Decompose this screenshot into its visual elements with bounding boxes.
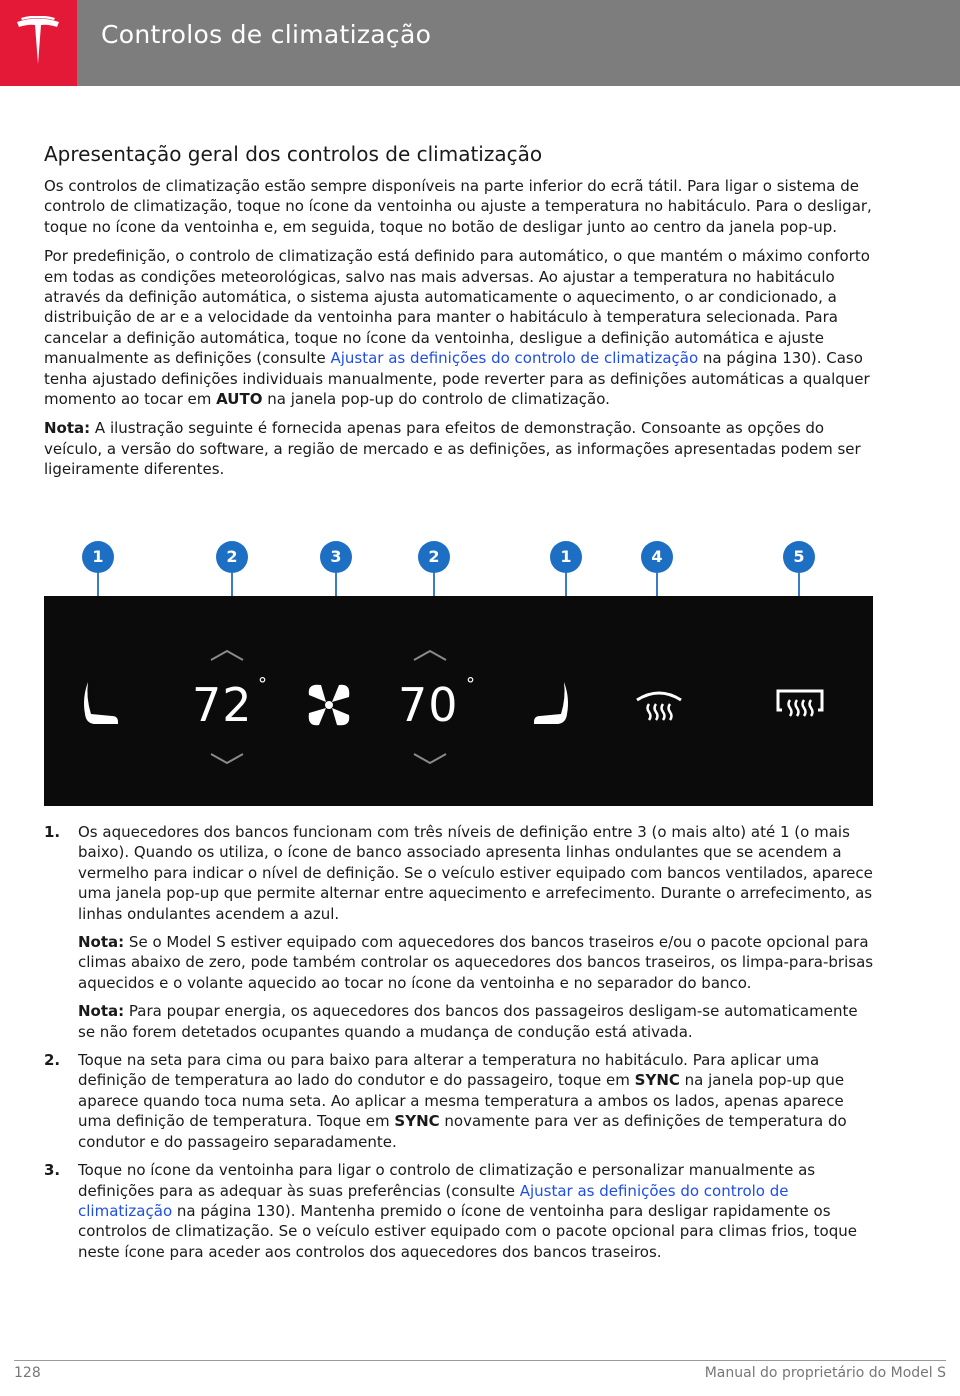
list-item — [44, 1160, 874, 1262]
text: na janela pop-up que aparece quando toca numa seta. Ao aplicar a mesma temperatura a ambos os lados, apenas aparece uma definição de temperatura. Toque em — [78, 1071, 845, 1131]
tesla-logo-icon — [15, 16, 61, 68]
passenger-temp-up-chevron-icon[interactable] — [410, 648, 450, 662]
text: Por predefinição, o controlo de climatização está definido para automático, o que mantém o máximo conforto em todas as condições meteorológicas, salvo nas mais adversas. Ao ajustar a temperatura no habitáculo através da definição automática, o sistema ajusta automaticamente o aquecimento, o ar condicionado, a distribuição de ar e a velocidade da ventoinha para manter o habitáculo à temperatura selecionada. Para cancelar a definição automática, toque no ícone da ventoinha, desligue a definição automática e ajuste manualmente as definições (consulte — [44, 247, 870, 368]
callout-number: 5 — [783, 541, 815, 573]
callout-descriptions — [44, 822, 874, 1270]
item-text — [78, 1050, 874, 1152]
rear-defrost-icon[interactable] — [774, 688, 826, 724]
callout-number: 2 — [216, 541, 248, 573]
item-note — [78, 1001, 874, 1042]
driver-temp-down-chevron-icon[interactable] — [207, 752, 247, 766]
passenger-degree: ° — [466, 674, 475, 695]
item-number: 2. — [44, 1051, 61, 1070]
climate-settings-link[interactable]: Ajustar as definições do controlo de climatização — [330, 349, 699, 368]
callout-marker — [641, 538, 673, 596]
list-item — [44, 1050, 874, 1152]
section-content — [44, 142, 874, 489]
driver-seat-heater-icon[interactable] — [82, 678, 122, 730]
callout-marker — [216, 538, 248, 596]
text: na página 130). Mantenha premido o ícone de ventoinha para desligar rapidamente os controlos de climatização. Se o veículo estiver equipado com o pacote opcional para climas frios, toque neste ícone para aceder aos controlos dos aquecedores dos bancos traseiros. — [78, 1201, 857, 1261]
page-number: 128 — [14, 1365, 41, 1381]
callout-marker — [783, 538, 815, 596]
item-number: 3. — [44, 1161, 61, 1180]
callout-marker — [320, 538, 352, 596]
callout-number: 3 — [320, 541, 352, 573]
callout-number: 4 — [641, 541, 673, 573]
climate-bar — [44, 596, 873, 806]
callout-number: 2 — [418, 541, 450, 573]
driver-temperature: 72 — [192, 678, 253, 732]
footer-divider — [14, 1360, 946, 1361]
callout-marker — [418, 538, 450, 596]
callout-marker — [82, 538, 114, 596]
note-label: Nota: — [78, 1002, 125, 1021]
passenger-temperature: 70 — [398, 678, 459, 732]
page-header — [0, 0, 960, 86]
text: na página 130). Caso tenha ajustado definições individuais manualmente, pode reverter para as definições automáticas a qualquer momento ao tocar em — [44, 349, 870, 409]
driver-degree: ° — [258, 674, 267, 695]
paragraph-intro: Os controlos de climatização estão sempre disponíveis na parte inferior do ecrã tátil. Para ligar o sistema de controlo de climatização, toque no ícone da ventoinha ou ajuste a temperatura no habitáculo. Para o desligar, toque no ícone da ventoinha e, em seguida, toque no botão de desligar junto ao centro da janela pop-up. — [44, 177, 872, 236]
item-number: 1. — [44, 823, 61, 841]
item-text: Os aquecedores dos bancos funcionam com três níveis de definição entre 3 (o mais alto) até 1 (o mais baixo). Quando os utiliza, o ícone de banco associado apresenta linhas ondulantes que se acendem a vermelho para indicar o nível de definição. Se o veículo estiver equipado com bancos ventilados, aparece uma janela pop-up que permite alternar entre aquecimento e arrefecimento. Durante o arrefecimento, as linhas ondulantes acendem a azul. — [78, 823, 873, 923]
callout-number: 1 — [82, 541, 114, 573]
item-text — [78, 1160, 874, 1262]
fan-icon[interactable] — [306, 682, 352, 728]
text: Toque na seta para cima ou para baixo para alterar a temperatura no habitáculo. Para aplicar uma definição de temperatura ao lado do condutor e do passageiro, toque em — [78, 1051, 820, 1090]
passenger-temp-down-chevron-icon[interactable] — [410, 752, 450, 766]
paragraph-auto — [44, 246, 874, 409]
list-item — [44, 822, 874, 1042]
driver-temp-up-chevron-icon[interactable] — [207, 648, 247, 662]
section-title: Apresentação geral dos controlos de climatização — [44, 142, 543, 166]
paragraph-note — [44, 418, 874, 479]
manual-title: Manual do proprietário do Model S — [704, 1365, 946, 1381]
note-text: Para poupar energia, os aquecedores dos bancos dos passageiros desligam-se automaticamente se não forem detetados ocupantes quando a mudança de condução está ativada. — [78, 1002, 858, 1041]
auto-label: AUTO — [216, 390, 263, 409]
sync-label: SYNC — [394, 1112, 440, 1131]
note-label: Nota: — [44, 419, 91, 438]
climate-settings-link[interactable]: Ajustar as definições do controlo de climatização — [78, 1181, 789, 1220]
note-label: Nota: — [78, 933, 125, 952]
item-note — [78, 932, 874, 993]
sync-label: SYNC — [634, 1071, 680, 1090]
text: Toque no ícone da ventoinha para ligar o controlo de climatização e personalizar manualmente as definições para as adequar às suas preferências (consulte — [78, 1161, 816, 1200]
note-text: Se o Model S estiver equipado com aquecedores dos bancos traseiros e/ou o pacote opcional para climas abaixo de zero, pode também controlar os aquecedores dos bancos traseiros, os limpa-para-brisas aquecidos e o volante aquecido ao tocar no ícone da ventoinha e no separador do banco. — [78, 933, 874, 992]
climate-controls-illustration — [44, 538, 873, 806]
note-text: A ilustração seguinte é fornecida apenas para efeitos de demonstração. Consoante as opções do veículo, a versão do software, a região de mercado e as definições, as informações apresentadas podem ser ligeiramente diferentes. — [44, 419, 861, 479]
callout-number: 1 — [550, 541, 582, 573]
callout-marker — [550, 538, 582, 596]
chapter-title: Controlos de climatização — [101, 20, 432, 49]
text: novamente para ver as definições de temperatura do condutor e do passageiro separadamente. — [78, 1112, 847, 1151]
front-defrost-icon[interactable] — [634, 688, 684, 724]
tesla-logo — [0, 0, 77, 86]
text: na janela pop-up do controlo de climatização. — [262, 390, 610, 409]
passenger-seat-heater-icon[interactable] — [530, 678, 570, 730]
